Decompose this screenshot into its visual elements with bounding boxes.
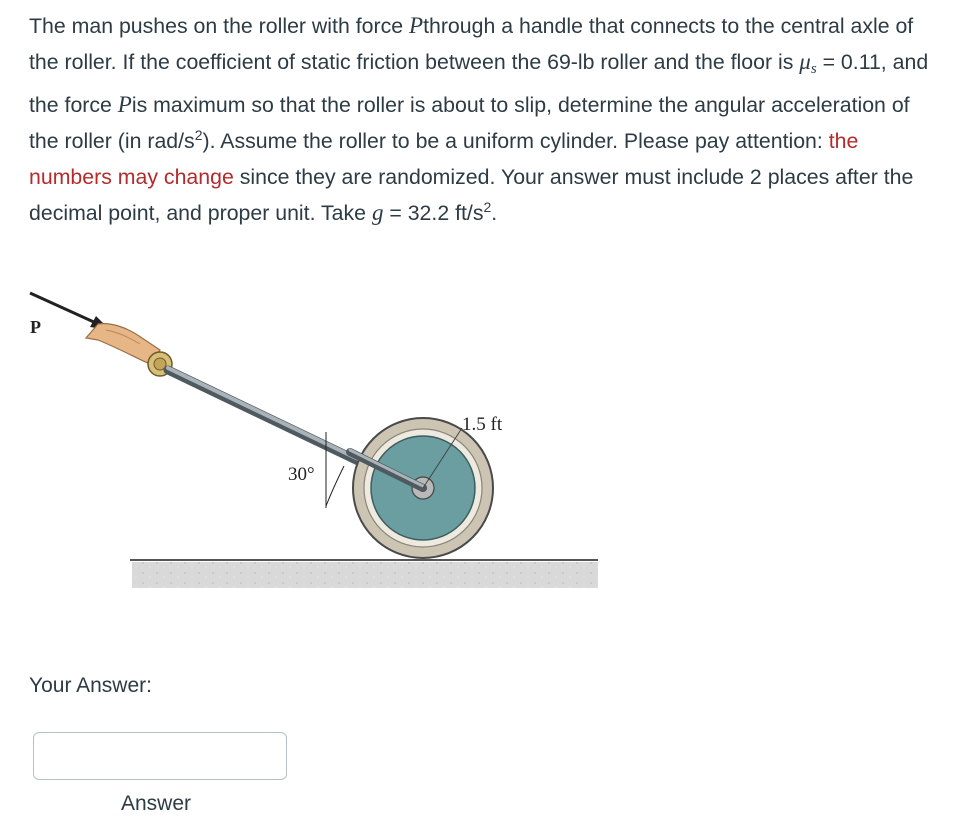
your-answer-heading: Your Answer: (29, 674, 152, 697)
force-label: P (30, 317, 41, 337)
randomized-notice: the numbers may change (29, 129, 859, 189)
radius-label: 1.5 ft (462, 414, 503, 435)
roller-figure (0, 280, 620, 600)
angle-label: 30° (288, 464, 315, 485)
question-text: The man pushes on the roller with force Pthrough a handle that connects to the central axle of the roller. If the coefficient of static friction between the 69-lb roller and the floor is $\mu_s = 0.11$, and the force Pis maximum so that the roller is about to slip, determine the angular acceleration of the roller (in rad/$s^2$). Assume the roller to be a uniform cylinder. Please pay attention: the numbers may change since they are randomized. Your answer must include 2 places after the decimal point, and proper unit. Take g = 32.2 $ft/s^2$. (29, 13, 929, 225)
angle-arc (326, 466, 344, 506)
answer-input[interactable] (33, 732, 287, 780)
answer-input-label: Answer (121, 792, 192, 815)
floor (132, 562, 598, 588)
